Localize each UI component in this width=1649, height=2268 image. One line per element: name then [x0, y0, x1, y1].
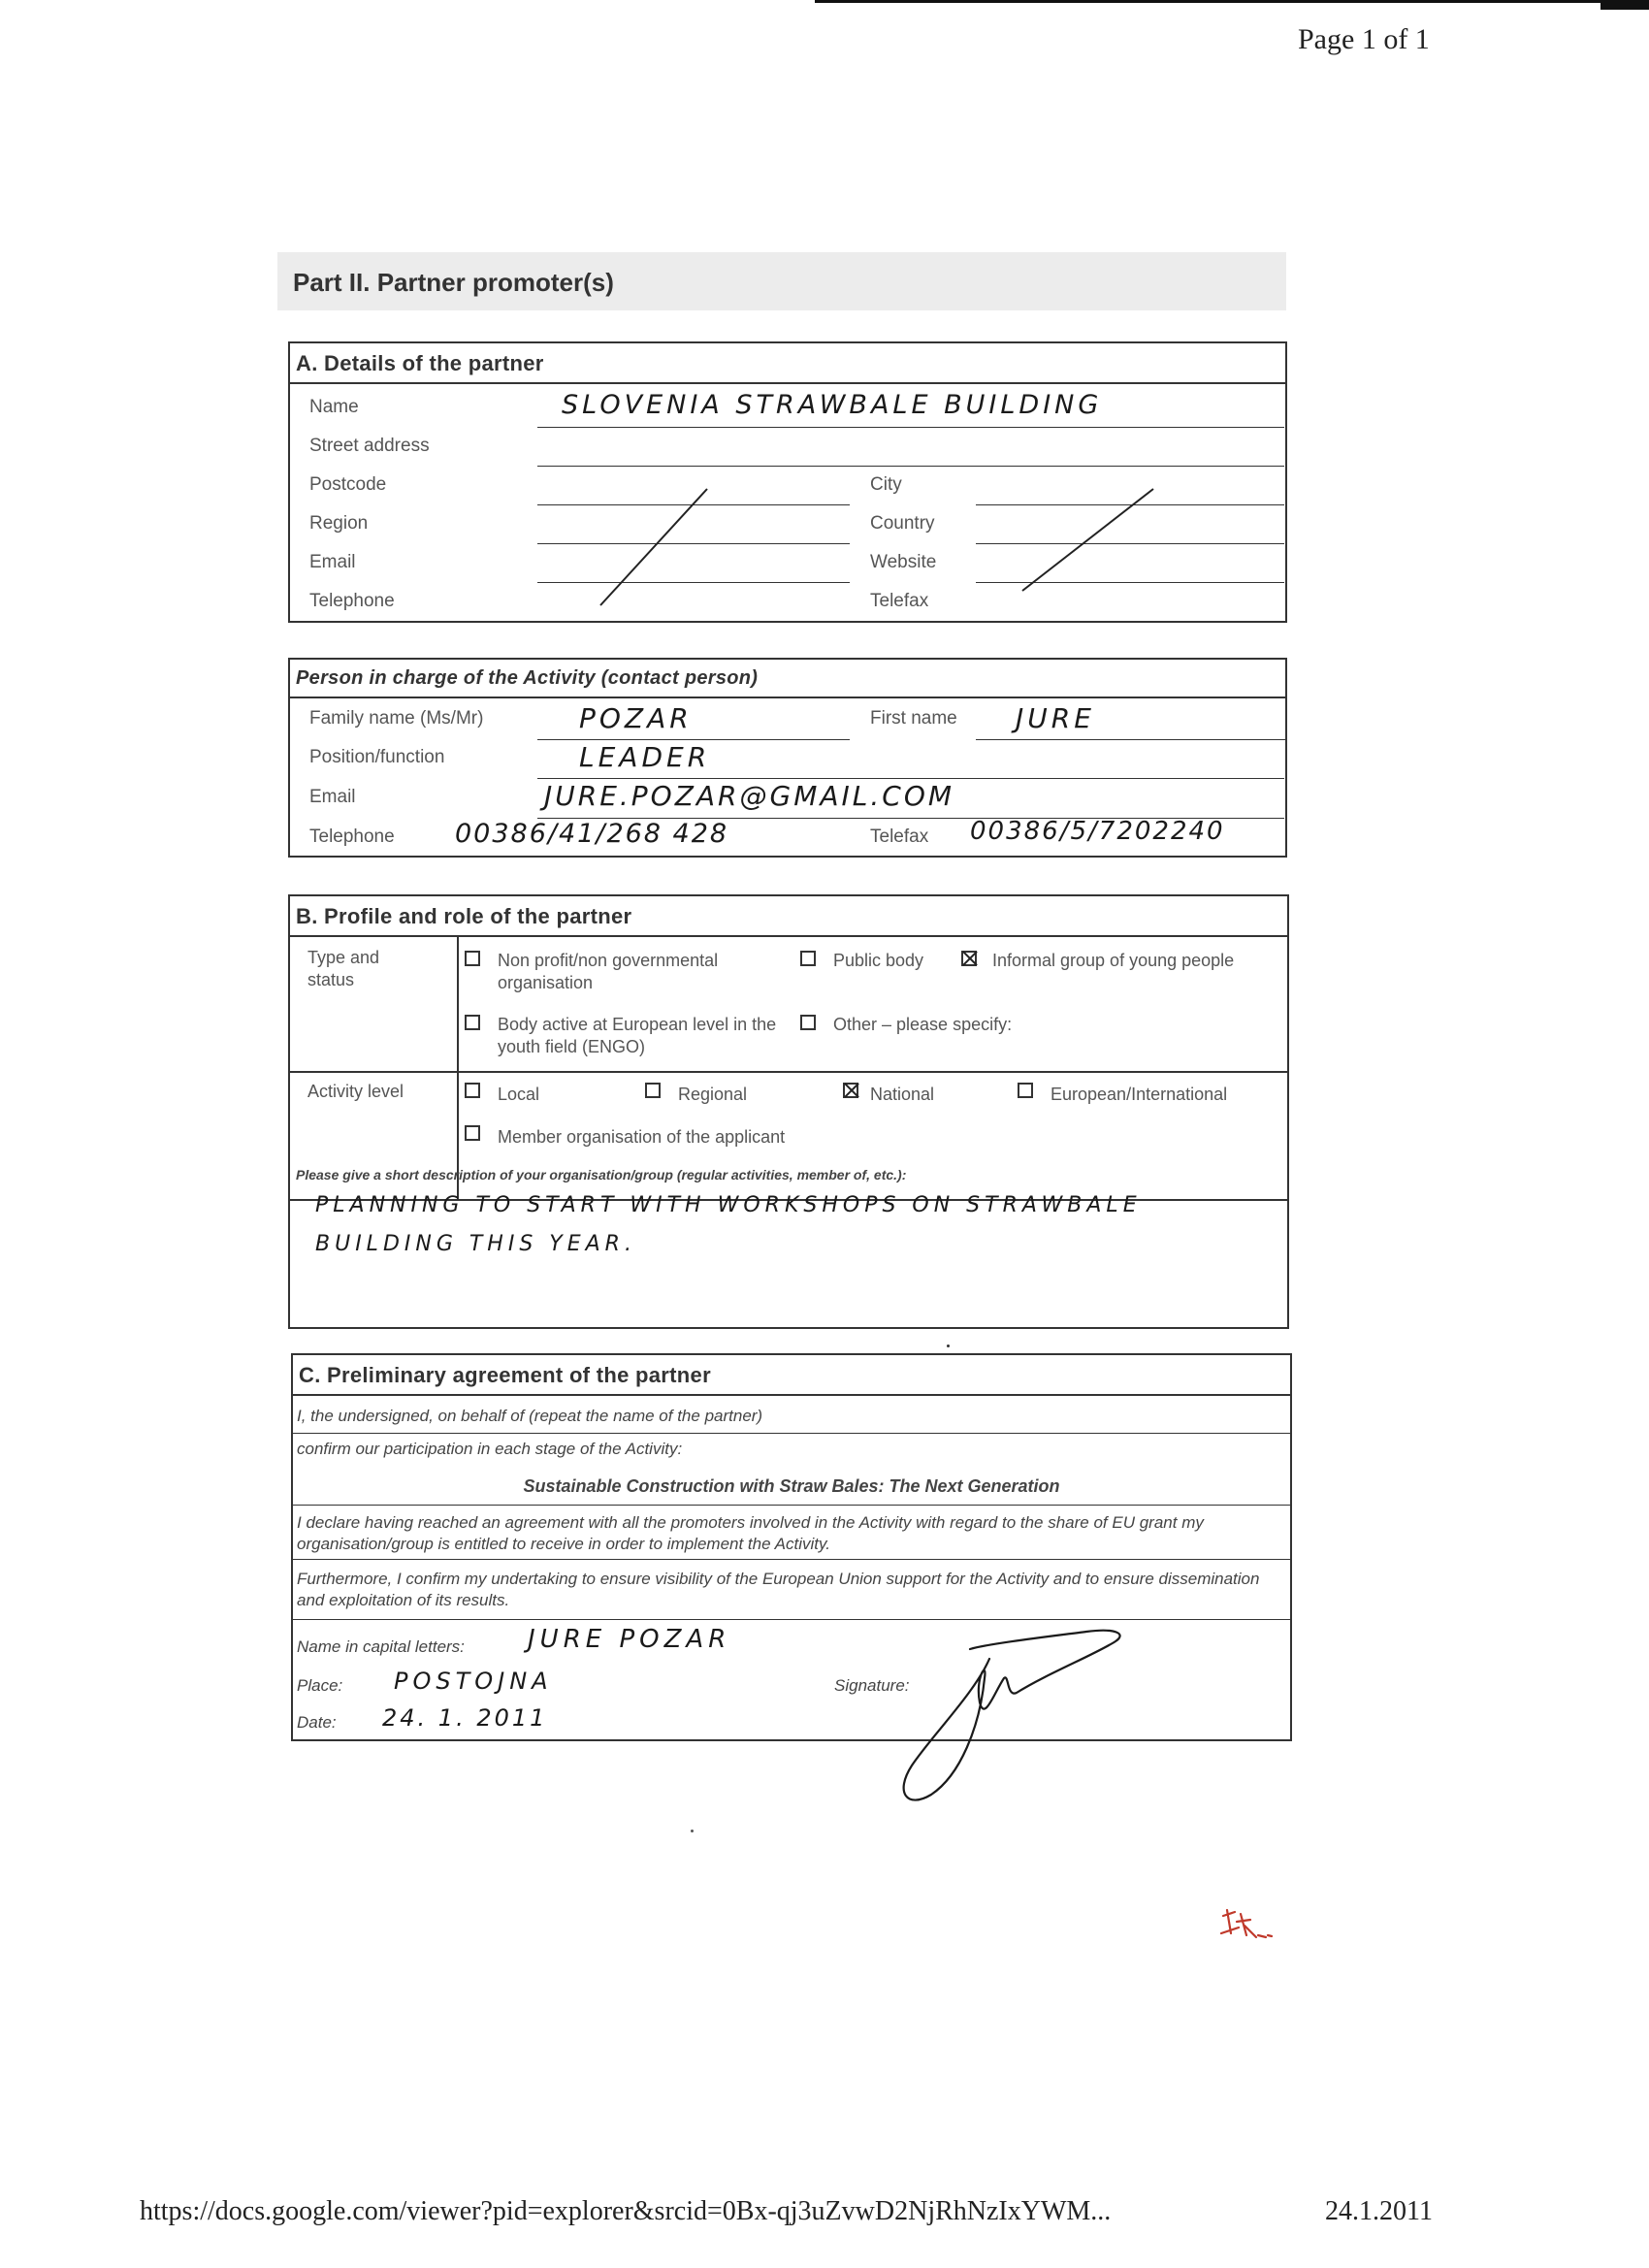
stamp-mark — [1217, 1906, 1276, 1945]
label-position: Position/function — [309, 747, 445, 767]
label-telephone: Telephone — [309, 591, 395, 611]
position-line — [537, 778, 1284, 779]
family-name-line — [537, 739, 850, 740]
label-telefax: Telefax — [870, 591, 929, 611]
confirm-text: confirm our participation in each stage of the Activity: — [297, 1440, 683, 1458]
label-city: City — [870, 474, 902, 495]
checkbox-regional[interactable] — [645, 1083, 661, 1098]
checkbox-european[interactable] — [1018, 1083, 1033, 1098]
visibility-text: Furthermore, I confirm my undertaking to ensure visibility of the European Union support for the Activity and to ensure dissemination and exploitation of its results. — [297, 1570, 1260, 1609]
scan-edge-line — [815, 0, 1649, 3]
label-website: Website — [870, 552, 937, 572]
value-date[interactable]: 24. 1. 2011 — [382, 1704, 548, 1732]
handwritten-signature — [873, 1620, 1145, 1814]
option-other: Other – please specify: — [833, 1015, 1013, 1034]
label-name: Name — [309, 397, 359, 417]
declaration-text: I declare having reached an agreement with all the promoters involved in the Activity with regard to the share of EU grant my organisation/group is entitled to receive in order to implement the Activity. — [297, 1513, 1204, 1553]
page-number: Page 1 of 1 — [1298, 23, 1430, 55]
section-b-header — [290, 896, 1287, 937]
scan-dot — [691, 1830, 694, 1832]
option-public-body: Public body — [833, 951, 924, 970]
label-activity-level: Activity level — [307, 1082, 404, 1101]
value-name-caps[interactable]: JURE POZAR — [528, 1625, 731, 1654]
option-non-profit: Non profit/non governmental organisation — [498, 951, 719, 992]
strike-through-left — [290, 343, 1289, 625]
section-b-profile — [288, 894, 1289, 1329]
label-street-address: Street address — [309, 436, 430, 456]
value-family-name[interactable]: POZAR — [579, 702, 693, 734]
contact-header — [290, 660, 1285, 698]
label-country: Country — [870, 513, 935, 534]
option-informal-group: Informal group of young people — [992, 951, 1235, 970]
checkbox-informal-group[interactable] — [961, 951, 977, 966]
description-line-1[interactable]: PLANNING TO START WITH WORKSHOPS ON STRAWBALE — [315, 1193, 1142, 1217]
label-email: Email — [309, 552, 356, 572]
checkbox-non-profit[interactable] — [465, 951, 480, 966]
option-member: Member organisation of the applicant — [498, 1127, 786, 1147]
value-contact-email[interactable]: JURE.POZAR@GMAIL.COM — [544, 780, 955, 812]
value-position[interactable]: LEADER — [579, 741, 711, 773]
checkbox-local[interactable] — [465, 1083, 480, 1098]
label-name-caps: Name in capital letters: — [297, 1637, 465, 1656]
part-title: Part II. Partner promoter(s) — [293, 268, 614, 297]
description-prompt: Please give a short description of your organisation/group (regular activities, member of, etc.): — [296, 1167, 907, 1183]
label-first-name: First name — [870, 708, 957, 729]
label-contact-telefax: Telefax — [870, 826, 929, 847]
part-title-bar — [277, 252, 1286, 310]
option-national: National — [870, 1085, 935, 1104]
description-line-2[interactable]: BUILDING THIS YEAR. — [315, 1232, 636, 1256]
checkbox-national[interactable] — [843, 1083, 858, 1098]
label-type-status: Type and status — [307, 948, 380, 989]
scan-edge-mark — [1600, 0, 1649, 10]
checkbox-other[interactable] — [800, 1015, 816, 1030]
declaration-divider — [293, 1559, 1290, 1560]
scan-dot — [947, 1345, 950, 1347]
undersigned-text: I, the undersigned, on behalf of (repeat the name of the partner) — [297, 1407, 763, 1425]
undersigned-divider — [293, 1433, 1290, 1434]
footer-url[interactable]: https://docs.google.com/viewer?pid=explorer&srcid=0Bx-qj3uZvwD2NjRhNzIxYWM... — [140, 2196, 1112, 2226]
value-partner-name[interactable]: SLOVENIA STRAWBALE BUILDING — [562, 390, 1103, 420]
option-local: Local — [498, 1085, 540, 1104]
label-contact-email: Email — [309, 787, 356, 807]
activity-title: Sustainable Construction with Straw Bales: The Next Generation — [523, 1476, 1060, 1496]
value-contact-telephone[interactable]: 00386/41/268 428 — [455, 819, 729, 849]
label-signature: Signature: — [834, 1676, 910, 1695]
section-b-title: B. Profile and role of the partner — [296, 904, 632, 928]
label-postcode: Postcode — [309, 474, 387, 495]
value-place[interactable]: POSTOJNA — [394, 1668, 553, 1695]
option-regional: Regional — [678, 1085, 748, 1104]
value-first-name[interactable]: JURE — [1016, 702, 1095, 734]
label-region: Region — [309, 513, 369, 534]
checkbox-member[interactable] — [465, 1125, 480, 1141]
label-date: Date: — [297, 1713, 337, 1732]
activity-divider — [293, 1505, 1290, 1506]
label-contact-telephone: Telephone — [309, 826, 395, 847]
label-place: Place: — [297, 1676, 343, 1695]
section-a-title: A. Details of the partner — [296, 351, 544, 375]
checkbox-engo[interactable] — [465, 1015, 480, 1030]
label-family-name: Family name (Ms/Mr) — [309, 708, 484, 729]
option-european: European/International — [1051, 1085, 1228, 1104]
section-a-details — [288, 341, 1287, 623]
footer-date: 24.1.2011 — [1325, 2196, 1433, 2226]
checkbox-public-body[interactable] — [800, 951, 816, 966]
contact-title: Person in charge of the Activity (contact person) — [296, 667, 759, 689]
section-c-header — [293, 1355, 1290, 1396]
value-contact-telefax[interactable]: 00386/5/7202240 — [970, 817, 1225, 846]
option-engo: Body active at European level in the youth field (ENGO) — [498, 1015, 777, 1056]
section-c-title: C. Preliminary agreement of the partner — [299, 1363, 711, 1387]
first-name-line — [976, 739, 1286, 740]
